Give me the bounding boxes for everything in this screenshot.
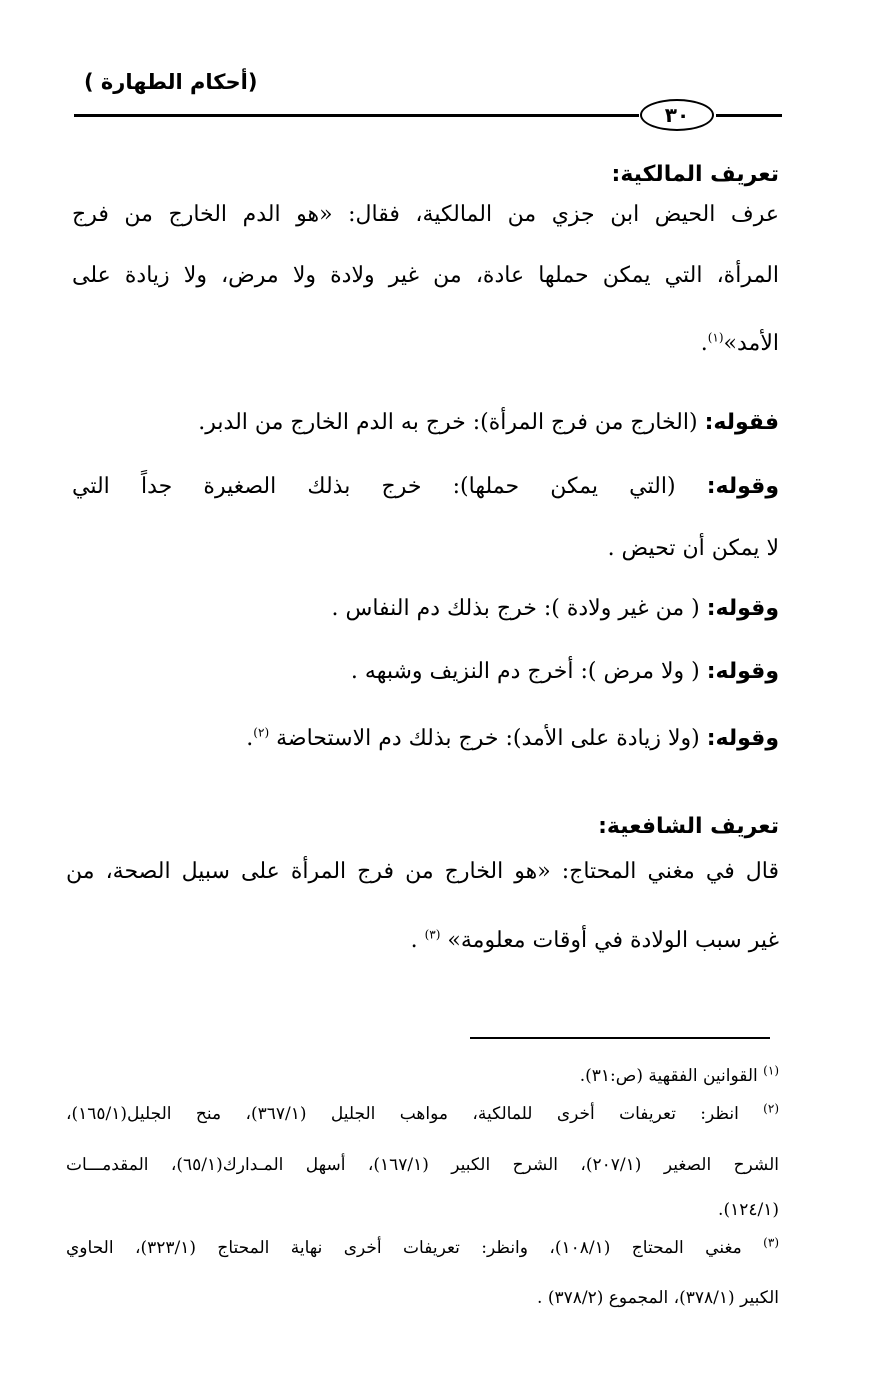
quote-4-text: ( ولا مرض ): أخرج دم النزيف وشبهه . [350, 659, 707, 684]
page-number: ٣٠ [640, 99, 714, 131]
shafii-heading: تعريف الشافعية: [598, 814, 779, 839]
quote-3 [331, 596, 779, 621]
footnote-ref-2: (٢) [253, 725, 270, 740]
quote-5-end: . [246, 726, 254, 751]
quote-1 [198, 410, 779, 435]
quote-3-text: ( من غير ولادة ): خرج بذلك دم النفاس . [331, 596, 707, 621]
quote-4-label: وقوله: [706, 659, 779, 684]
running-title: (أحكام الطهارة ) [84, 70, 258, 94]
footnote-1 [579, 1063, 779, 1086]
footnote-3-line-1 [66, 1235, 779, 1258]
footnote-1-marker: (١) [763, 1063, 779, 1078]
quote-2-continuation: لا يمكن أن تحيض . [607, 536, 779, 561]
maliki-paragraph-line-2: المرأة، التي يمكن حملها عادة، من غير ولادة ولا مرض، ولا زيادة على [72, 263, 779, 288]
header-rule [74, 114, 639, 117]
quote-1-label: فقوله: [704, 410, 779, 435]
quote-5-text: (ولا زيادة على الأمد): خرج بذلك دم الاستحاضة [269, 726, 707, 751]
footnote-2-line-1-text: انظر: تعريفات أخرى للمالكية، مواهب الجليل (٣٦٧/١)، منح الجليل(١٦٥/١)، [66, 1104, 764, 1124]
quote-4 [351, 659, 779, 684]
footnote-1-text: القوانين الفقهية (ص:٣١). [579, 1066, 764, 1086]
maliki-paragraph-line-3 [701, 331, 779, 356]
quote-1-text: (الخارج من فرج المرأة): خرج به الدم الخارج من الدبر. [198, 410, 705, 435]
shafii-paragraph-line-2 [411, 928, 779, 953]
quote-5 [246, 726, 779, 751]
shafii-paragraph-line-1: قال في مغني المحتاج: «هو الخارج من فرج المرأة على سبيل الصحة، من [66, 859, 779, 884]
footnote-2-line-3: (١٢٤/١). [718, 1200, 779, 1220]
maliki-paragraph-line-3-text: الأمد» [723, 331, 779, 356]
footnote-ref-3: (٣) [424, 927, 441, 942]
footnote-ref-1: (١) [707, 330, 724, 345]
quote-2-text: (التي يمكن حملها): خرج بذلك الصغيرة جداً التي [72, 474, 707, 499]
maliki-paragraph-line-1: عرف الحيض ابن جزي من المالكية، فقال: «هو الدم الخارج من فرج [72, 202, 779, 227]
maliki-paragraph-end: . [700, 331, 708, 356]
quote-5-label: وقوله: [706, 726, 779, 751]
shafii-paragraph-line-2-text: غير سبب الولادة في أوقات معلومة» [440, 928, 779, 953]
footnote-3-line-2: الكبير (٣٧٨/١)، المجموع (٣٧٨/٢) . [537, 1288, 779, 1308]
footnote-2-line-2: الشرح الصغير (٢٠٧/١)، الشرح الكبير (١٦٧/١)، أسهل المـدارك(٦٥/١)، المقدمـــات [66, 1155, 780, 1175]
header-rule-right [716, 114, 782, 117]
footnote-separator [470, 1037, 770, 1039]
quote-2 [72, 474, 779, 499]
footnote-2-marker: (٢) [763, 1101, 779, 1116]
shafii-paragraph-end: . [410, 928, 425, 953]
maliki-heading: تعريف المالكية: [611, 162, 779, 187]
footnote-3-marker: (٣) [763, 1235, 779, 1250]
footnote-3-line-1-text: مغني المحتاج (١٠٨/١)، وانظر: تعريفات أخرى نهاية المحتاج (٣٢٣/١)، الحاوي [66, 1238, 764, 1258]
quote-2-label: وقوله: [706, 474, 779, 499]
footnote-2-line-1 [66, 1101, 779, 1124]
quote-3-label: وقوله: [706, 596, 779, 621]
